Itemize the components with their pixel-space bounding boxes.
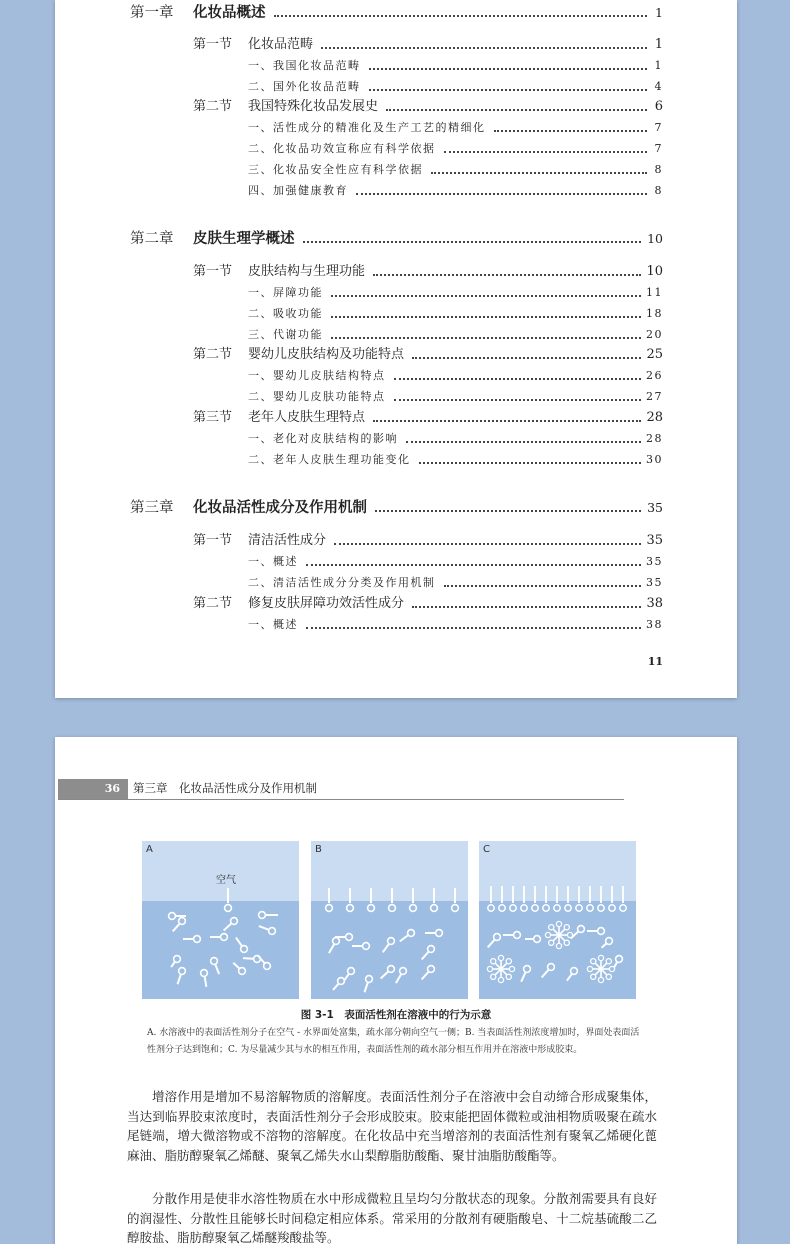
toc-entry-title: 一、概述 — [248, 618, 298, 631]
toc-leader-dots — [386, 109, 647, 111]
surfactant-head — [338, 978, 345, 985]
micelle-head — [491, 974, 496, 979]
surfactant-head — [554, 905, 560, 911]
surfactant-head — [534, 936, 541, 943]
toc-entry-title: 二、化妆品功效宣称应有科学依据 — [248, 142, 436, 155]
toc-entry-title: 一、婴幼儿皮肤结构特点 — [248, 369, 386, 382]
toc-page-number: 38 — [646, 618, 663, 631]
micelle-head — [587, 966, 592, 971]
toc-page-number: 35 — [646, 533, 663, 548]
toc-sub-row[interactable] — [55, 181, 737, 201]
surfactant-head — [620, 905, 626, 911]
toc-leader-dots — [331, 337, 641, 339]
toc-chapter-number: 第三章 — [130, 500, 174, 516]
toc-page-number: 10 — [647, 231, 663, 246]
micelle-head — [506, 974, 511, 979]
surfactant-head — [179, 918, 186, 925]
toc-page-number: 1 — [655, 5, 663, 20]
toc-page-number: 27 — [646, 390, 663, 403]
toc-page-number: 26 — [646, 369, 663, 382]
toc-page-number: 7 — [654, 121, 663, 134]
toc-leader-dots — [274, 15, 648, 17]
micelle-head — [591, 959, 596, 964]
surfactant-head — [368, 905, 375, 912]
toc-sub-row[interactable] — [55, 573, 737, 593]
toc-page-number: 30 — [646, 453, 663, 466]
toc-entry-title: 化妆品概述 — [193, 5, 266, 21]
toc-section-number: 第二节 — [193, 99, 233, 114]
toc-section-row[interactable] — [55, 262, 737, 282]
toc-page-number: 8 — [654, 163, 663, 176]
surfactant-head — [598, 928, 605, 935]
micelle-head — [606, 959, 611, 964]
toc-page-number: 38 — [646, 596, 663, 611]
toc-entry-title: 一、活性成分的精准化及生产工艺的精细化 — [248, 121, 486, 134]
surfactant-head — [410, 905, 417, 912]
toc-page-number: 1 — [654, 37, 663, 52]
surfactant-head — [241, 946, 248, 953]
toc-sub-row[interactable] — [55, 283, 737, 303]
toc-entry-title: 婴幼儿皮肤结构及功能特点 — [248, 347, 405, 362]
toc-chapter-row[interactable] — [55, 3, 737, 23]
toc-leader-dots — [375, 510, 641, 512]
surfactant-head — [565, 905, 571, 911]
surfactant-head — [428, 946, 435, 953]
surfactant-head — [326, 905, 333, 912]
micelle-head — [487, 966, 492, 971]
toc-entry-title: 一、屏障功能 — [248, 286, 323, 299]
paragraph-dispersion: 分散作用是使非水溶性物质在水中形成微粒且呈均匀分散状态的现象。分散剂需要具有良好的润湿性、分散性且能够长时间稳定相应体系。常采用的分散剂有硬脂酸皂、十二烷基硫酸二乙醇胺盐、脂肪醇聚氧乙烯醚羧酸盐等。 — [127, 1191, 657, 1244]
toc-section-number: 第二节 — [193, 347, 233, 362]
content-page — [55, 737, 737, 1244]
toc-entry-title: 三、化妆品安全性应有科学依据 — [248, 163, 423, 176]
figure-note: A. 水溶液中的表面活性剂分子在空气 - 水界面处富集，疏水部分朝向空气一侧；B. 当表面活性剂浓度增加时，界面处表面活性剂分子达到饱和；C. 为尽量减少其与水的相互作用，表面活性剂的疏水部分相互作用并在溶液中形成胶束。 — [147, 1028, 640, 1055]
micelle-head — [549, 940, 554, 945]
header-rule — [58, 799, 624, 800]
micelle-head — [545, 932, 550, 937]
air-label: 空气 — [216, 875, 236, 886]
toc-leader-dots — [356, 193, 647, 195]
toc-sub-row[interactable] — [55, 118, 737, 138]
toc-leader-dots — [369, 68, 648, 70]
surfactant-head — [532, 905, 538, 911]
toc-sub-row[interactable] — [55, 615, 737, 635]
toc-entry-title: 皮肤结构与生理功能 — [248, 264, 366, 279]
toc-entry-title: 二、婴幼儿皮肤功能特点 — [248, 390, 386, 403]
toc-section-row[interactable] — [55, 408, 737, 428]
surfactant-head — [616, 956, 623, 963]
toc-page-number: 1 — [654, 59, 663, 72]
surfactant-head — [524, 966, 531, 973]
surfactant-head — [259, 912, 266, 919]
toc-page-number: 28 — [646, 432, 663, 445]
surfactant-head — [400, 968, 407, 975]
toc-leader-dots — [412, 606, 641, 608]
surfactant-head — [269, 928, 276, 935]
toc-section-number: 第一节 — [193, 37, 233, 52]
toc-leader-dots — [334, 543, 641, 545]
toc-page-number: 4 — [654, 80, 663, 93]
water-region — [479, 901, 636, 999]
surfactant-head — [576, 905, 582, 911]
toc-leader-dots — [306, 564, 641, 566]
surfactant-head — [436, 930, 443, 937]
toc-leader-dots — [373, 420, 641, 422]
surfactant-head — [521, 905, 527, 911]
running-header-title: 第三章 化妆品活性成分及作用机制 — [133, 781, 317, 795]
surfactant-head — [239, 968, 246, 975]
toc-leader-dots — [331, 316, 641, 318]
toc-leader-dots — [412, 357, 641, 359]
toc-leader-dots — [394, 399, 642, 401]
surfactant-head — [333, 938, 340, 945]
toc-leader-dots — [444, 151, 648, 153]
surfactant-head — [201, 970, 208, 977]
toc-leader-dots — [369, 89, 648, 91]
surfactant-head — [363, 943, 370, 950]
toc-sub-row[interactable] — [55, 325, 737, 345]
figure-panel-c — [479, 841, 636, 999]
surfactant-head — [388, 938, 395, 945]
toc-page-number: 25 — [646, 347, 663, 362]
surfactant-head — [609, 905, 615, 911]
surfactant-head — [578, 926, 585, 933]
surfactant-head — [174, 956, 181, 963]
surfactant-head — [543, 905, 549, 911]
micelle-head — [598, 955, 603, 960]
micelle-head — [549, 925, 554, 930]
toc-entry-title: 化妆品范畴 — [248, 37, 314, 52]
toc-leader-dots — [303, 241, 642, 243]
micelle-head — [564, 925, 569, 930]
toc-leader-dots — [406, 441, 641, 443]
toc-section-number: 第一节 — [193, 533, 233, 548]
toc-entry-title: 二、国外化妆品范畴 — [248, 80, 361, 93]
micelle-head — [498, 955, 503, 960]
micelle-head — [509, 966, 514, 971]
micelle-head — [606, 974, 611, 979]
toc-chapter-row[interactable] — [55, 229, 737, 249]
toc-leader-dots — [419, 462, 642, 464]
micelle-head — [591, 974, 596, 979]
toc-leader-dots — [306, 627, 641, 629]
surfactant-head — [231, 918, 238, 925]
toc-section-row[interactable] — [55, 531, 737, 551]
surfactant-head — [488, 905, 494, 911]
surfactant-head — [221, 934, 228, 941]
surfactant-head — [388, 966, 395, 973]
toc-entry-title: 三、代谢功能 — [248, 328, 323, 341]
air-region — [311, 841, 468, 901]
panel-label: C — [483, 844, 490, 855]
surfactant-head — [452, 905, 459, 912]
running-header-page-number: 36 — [58, 779, 128, 799]
toc-entry-title: 一、我国化妆品范畴 — [248, 59, 361, 72]
toc-page-number: 7 — [654, 142, 663, 155]
toc-sub-row[interactable] — [55, 160, 737, 180]
toc-entry-title: 清洁活性成分 — [248, 533, 327, 548]
toc-chapter-row[interactable] — [55, 498, 737, 518]
toc-chapter-number: 第二章 — [130, 231, 174, 247]
surfactant-head — [194, 936, 201, 943]
toc-sub-row[interactable] — [55, 77, 737, 97]
panel-label: B — [315, 844, 322, 855]
toc-page-number: 6 — [654, 99, 663, 114]
surfactant-head — [389, 905, 396, 912]
toc-page-number: 11 — [646, 286, 663, 299]
toc-page-number: 8 — [654, 184, 663, 197]
surfactant-head — [408, 930, 415, 937]
toc-page — [55, 0, 737, 698]
toc-sub-row[interactable] — [55, 366, 737, 386]
toc-entry-title: 四、加强健康教育 — [248, 184, 348, 197]
toc-leader-dots — [444, 585, 642, 587]
toc-leader-dots — [494, 130, 648, 132]
toc-sub-row[interactable] — [55, 552, 737, 572]
toc-sub-row[interactable] — [55, 429, 737, 449]
surfactant-head — [264, 963, 271, 970]
page-number: 11 — [647, 655, 663, 668]
toc-page-number: 35 — [647, 500, 663, 515]
surfactant-head — [494, 934, 501, 941]
toc-page-number: 28 — [646, 410, 663, 425]
figure-panel-a — [142, 841, 299, 999]
toc-entry-title: 皮肤生理学概述 — [193, 231, 295, 247]
surfactant-head — [366, 976, 373, 983]
toc-entry-title: 一、概述 — [248, 555, 298, 568]
toc-sub-row[interactable] — [55, 450, 737, 470]
toc-entry-title: 化妆品活性成分及作用机制 — [193, 500, 367, 516]
toc-section-row[interactable] — [55, 594, 737, 614]
surfactant-head — [225, 905, 232, 912]
surfactant-head — [347, 905, 354, 912]
surfactant-head — [431, 905, 438, 912]
toc-sub-row[interactable] — [55, 387, 737, 407]
surfactant-head — [211, 958, 218, 965]
toc-leader-dots — [431, 172, 647, 174]
toc-section-row[interactable] — [55, 345, 737, 365]
surfactant-head — [348, 968, 355, 975]
water-region — [311, 901, 468, 999]
figure-panel-b — [311, 841, 468, 999]
toc-sub-row[interactable] — [55, 56, 737, 76]
toc-entry-title: 二、老年人皮肤生理功能变化 — [248, 453, 411, 466]
toc-entry-title: 二、吸收功能 — [248, 307, 323, 320]
toc-page-number: 35 — [646, 576, 663, 589]
surfactant-head — [587, 905, 593, 911]
toc-leader-dots — [321, 47, 647, 49]
toc-entry-title: 老年人皮肤生理特点 — [248, 410, 366, 425]
toc-section-number: 第三节 — [193, 410, 233, 425]
toc-page-number: 35 — [646, 555, 663, 568]
micelle-head — [556, 921, 561, 926]
paragraph-solubilization: 增溶作用是增加不易溶解物质的溶解度。表面活性剂分子在溶液中会自动缔合形成聚集体，当达到临界胶束浓度时，表面活性剂分子会形成胶束。胶束能把固体微粒或油相物质吸聚在疏水尾链端，增大微溶物或不溶物的溶解度。在化妆品中充当增溶剂的表面活性剂有聚氧乙烯硬化蓖麻油、脂肪醇聚氧乙烯醚、聚氧乙烯失水山梨醇脂肪酸酯、聚甘油脂肪酸酯等。 — [127, 1089, 657, 1163]
surfactant-head — [346, 934, 353, 941]
surfactant-head — [499, 905, 505, 911]
surfactant-head — [606, 938, 613, 945]
surfactant-head — [548, 964, 555, 971]
surfactant-head — [169, 913, 176, 920]
surfactant-head — [514, 932, 521, 939]
toc-section-number: 第二节 — [193, 596, 233, 611]
toc-page-number: 10 — [646, 264, 663, 279]
micelle-head — [491, 959, 496, 964]
micelle-head — [498, 977, 503, 982]
toc-section-number: 第一节 — [193, 264, 233, 279]
toc-entry-title: 我国特殊化妆品发展史 — [248, 99, 379, 114]
micelle-head — [564, 940, 569, 945]
toc-entry-title: 修复皮肤屏障功效活性成分 — [248, 596, 405, 611]
micelle-head — [556, 943, 561, 948]
air-region — [142, 841, 299, 901]
toc-leader-dots — [373, 274, 641, 276]
toc-sub-row[interactable] — [55, 304, 737, 324]
toc-page-number: 18 — [646, 307, 663, 320]
toc-page-number: 20 — [646, 328, 663, 341]
toc-entry-title: 一、老化对皮肤结构的影响 — [248, 432, 398, 445]
surfactant-head — [571, 968, 578, 975]
surfactant-head — [428, 966, 435, 973]
surfactant-head — [510, 905, 516, 911]
toc-leader-dots — [394, 378, 642, 380]
toc-section-row[interactable] — [55, 35, 737, 55]
figure-caption: 图 3-1 表面活性剂在溶液中的行为示意 — [300, 1009, 492, 1021]
toc-section-row[interactable] — [55, 97, 737, 117]
panel-label: A — [146, 844, 153, 855]
toc-chapter-number: 第一章 — [130, 5, 174, 21]
toc-leader-dots — [331, 295, 641, 297]
micelle-head — [506, 959, 511, 964]
surfactant-head — [598, 905, 604, 911]
toc-entry-title: 二、清洁活性成分分类及作用机制 — [248, 576, 436, 589]
micelle-head — [598, 977, 603, 982]
toc-sub-row[interactable] — [55, 139, 737, 159]
surfactant-head — [179, 968, 186, 975]
